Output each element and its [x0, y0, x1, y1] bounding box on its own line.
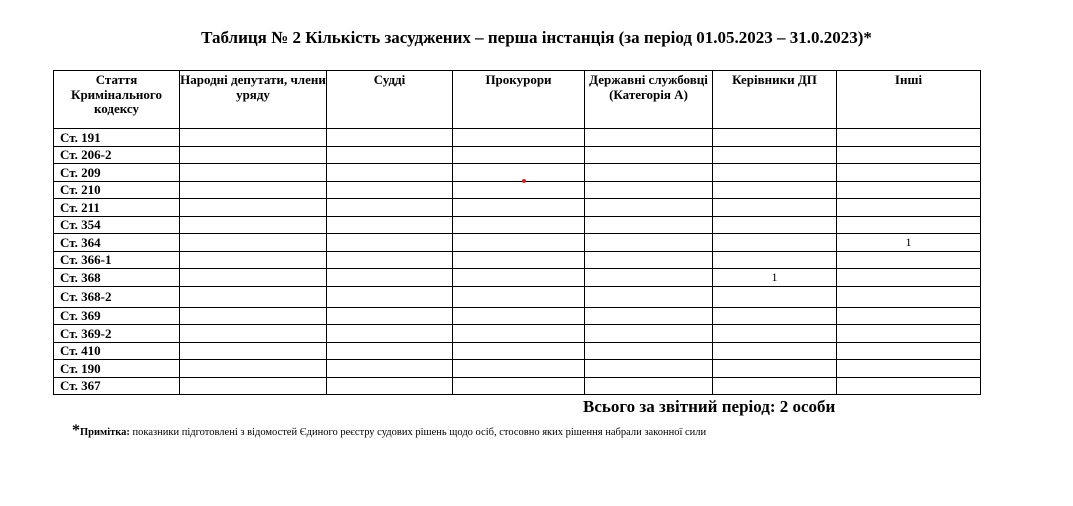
value-cell [585, 251, 713, 269]
value-cell [713, 342, 837, 360]
table-row [54, 269, 981, 287]
total-count: Всього за звітний період: 2 особи [583, 397, 836, 416]
value-cell [180, 199, 327, 217]
value-cell [327, 181, 453, 199]
value-cell [837, 129, 981, 147]
value-cell [327, 146, 453, 164]
value-cell [585, 269, 713, 287]
article-cell: Ст. 354 [54, 216, 180, 234]
value-cell [327, 164, 453, 182]
value-cell [585, 342, 713, 360]
value-cell [453, 377, 585, 395]
value-cell [585, 360, 713, 378]
col-header-civil-servants: Державні службовці (Категорія А) [585, 71, 713, 129]
table-row [54, 164, 981, 182]
table-row [54, 307, 981, 325]
value-cell [713, 181, 837, 199]
value-cell [713, 164, 837, 182]
value-cell: 1 [837, 234, 981, 252]
value-cell [453, 181, 585, 199]
value-cell [180, 251, 327, 269]
footnote-text: показники підготовлені з відомостей Єдиного реєстру судових рішень щодо осіб, стосовно яких рішення набрали законної сили [129, 427, 707, 438]
value-cell [453, 251, 585, 269]
value-cell [585, 307, 713, 325]
article-cell: Ст. 190 [54, 360, 180, 378]
table-row [54, 146, 981, 164]
value-cell [713, 286, 837, 307]
table-row [54, 199, 981, 217]
value-cell [180, 216, 327, 234]
value-cell [713, 199, 837, 217]
col-header-article: Стаття Кримінального кодексу [54, 71, 180, 129]
value-cell [453, 286, 585, 307]
value-cell [837, 269, 981, 287]
value-cell [713, 251, 837, 269]
value-cell [327, 199, 453, 217]
article-cell: Ст. 369 [54, 307, 180, 325]
convictions-table [53, 70, 981, 395]
value-cell [180, 269, 327, 287]
col-header-prosecutors: Прокурори [453, 71, 585, 129]
value-cell [837, 164, 981, 182]
value-cell [327, 269, 453, 287]
value-cell [837, 251, 981, 269]
article-cell: Ст. 191 [54, 129, 180, 147]
col-header-judges: Судді [327, 71, 453, 129]
table-row [54, 286, 981, 307]
value-cell [837, 307, 981, 325]
value-cell [180, 360, 327, 378]
value-cell [713, 377, 837, 395]
article-cell: Ст. 367 [54, 377, 180, 395]
value-cell [327, 377, 453, 395]
value-cell [180, 234, 327, 252]
value-cell [713, 234, 837, 252]
article-cell: Ст. 206-2 [54, 146, 180, 164]
value-cell [837, 342, 981, 360]
article-cell: Ст. 210 [54, 181, 180, 199]
value-cell [327, 307, 453, 325]
table-row [54, 181, 981, 199]
value-cell [453, 269, 585, 287]
value-cell [713, 325, 837, 343]
value-cell [837, 377, 981, 395]
value-cell [327, 216, 453, 234]
value-cell [837, 146, 981, 164]
value-cell [713, 360, 837, 378]
value-cell [453, 146, 585, 164]
value-cell [837, 216, 981, 234]
article-cell: Ст. 211 [54, 199, 180, 217]
value-cell [837, 325, 981, 343]
value-cell [585, 146, 713, 164]
table-row [54, 377, 981, 395]
value-cell [180, 181, 327, 199]
value-cell [180, 325, 327, 343]
value-cell [585, 181, 713, 199]
footnote-asterisk: * [72, 422, 80, 439]
value-cell [837, 286, 981, 307]
value-cell [180, 146, 327, 164]
value-cell [713, 216, 837, 234]
value-cell [180, 129, 327, 147]
value-cell [585, 199, 713, 217]
table-row [54, 216, 981, 234]
table-body [54, 129, 981, 395]
value-cell [585, 286, 713, 307]
value-cell [585, 234, 713, 252]
value-cell [585, 216, 713, 234]
value-cell [837, 360, 981, 378]
value-cell [713, 307, 837, 325]
article-cell: Ст. 209 [54, 164, 180, 182]
article-cell: Ст. 368-2 [54, 286, 180, 307]
value-cell [327, 342, 453, 360]
value-cell [180, 342, 327, 360]
value-cell [453, 199, 585, 217]
value-cell [585, 377, 713, 395]
footnote-label: Примітка: [80, 427, 130, 438]
value-cell [713, 146, 837, 164]
value-cell [453, 234, 585, 252]
value-cell [585, 164, 713, 182]
value-cell [180, 377, 327, 395]
value-cell [327, 360, 453, 378]
value-cell [453, 307, 585, 325]
value-cell [327, 286, 453, 307]
table-row [54, 342, 981, 360]
value-cell [180, 286, 327, 307]
red-dot-mark [522, 179, 526, 183]
table-row [54, 251, 981, 269]
value-cell [453, 216, 585, 234]
table-row [54, 360, 981, 378]
col-header-soe-heads: Керівники ДП [713, 71, 837, 129]
value-cell: 1 [713, 269, 837, 287]
col-header-others: Інші [837, 71, 981, 129]
value-cell [327, 234, 453, 252]
value-cell [327, 129, 453, 147]
value-cell [453, 129, 585, 147]
table-row [54, 129, 981, 147]
value-cell [453, 360, 585, 378]
footnote [72, 422, 706, 440]
value-cell [453, 164, 585, 182]
value-cell [453, 325, 585, 343]
col-header-mps: Народні депутати, члени уряду [180, 71, 327, 129]
table-row [54, 325, 981, 343]
value-cell [585, 129, 713, 147]
article-cell: Ст. 410 [54, 342, 180, 360]
value-cell [837, 199, 981, 217]
value-cell [180, 307, 327, 325]
value-cell [327, 325, 453, 343]
article-cell: Ст. 369-2 [54, 325, 180, 343]
value-cell [453, 342, 585, 360]
value-cell [585, 325, 713, 343]
table-title: Таблиця № 2 Кількість засуджених – перша інстанція (за період 01.05.2023 – 31.0.2023)* [201, 28, 872, 47]
article-cell: Ст. 364 [54, 234, 180, 252]
value-cell [180, 164, 327, 182]
article-cell: Ст. 366-1 [54, 251, 180, 269]
value-cell [837, 181, 981, 199]
header-row [54, 71, 981, 129]
article-cell: Ст. 368 [54, 269, 180, 287]
value-cell [327, 251, 453, 269]
table-row [54, 234, 981, 252]
value-cell [713, 129, 837, 147]
